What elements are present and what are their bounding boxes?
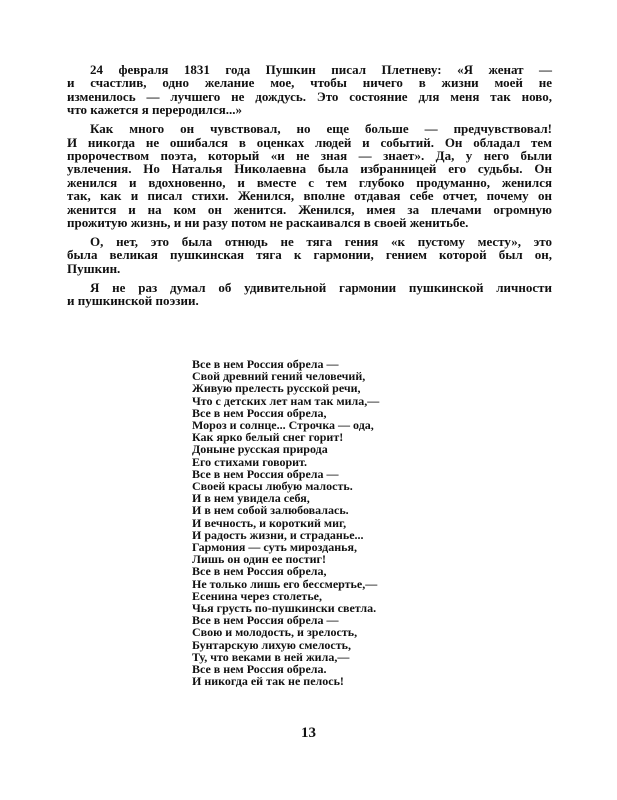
poem-line: Свой древний гений человечий, [192,369,366,384]
text-line: так, как и писал стихи. Женился, вполне отдавая себе отчет, почему он [67,188,552,204]
text-line: и счастлив, одно желание мое, чтобы ничего в жизни моей не [67,75,552,91]
prose-body [67,63,552,313]
poem-line: И радость жизни, и страданье... [192,527,364,542]
poem-line: Что с детских лет нам так мила,— [192,393,380,408]
poem-line: Свою и молодость, и зрелость, [192,625,358,640]
poem-line: Живую прелесть русской речи, [192,381,361,396]
poem-line: Все в нем Россия обрела, [192,564,327,579]
poem-line: Лишь он один ее постиг! [192,552,326,567]
poem-line: И в нем собой залюбовалась. [192,503,349,518]
poem-line: Все в нем Россия обрела. [192,662,327,677]
text-line: Я не раз думал об удивительной гармонии пушкинской личности [90,279,552,295]
paragraph [67,63,552,117]
poem-line: Как ярко белый снег горит! [192,430,344,445]
poem-line: Гармония — суть мирозданья, [192,540,358,555]
text-line: увлечения. Но Наталья Николаевна была избранницей его судьбы. Он [67,161,552,177]
poem-line: И никогда ей так не пелось! [192,674,344,689]
poem-line: Бунтарскую лихую смелость, [192,637,351,652]
poem-line: Мороз и солнце... Строчка — ода, [192,418,374,433]
text-line: пророчеством поэта, который «и не зная — знает». Да, у него были [67,147,552,163]
text-line: Пушкин. [67,260,121,276]
text-line: О, нет, это была отнюдь не тяга гения «к пустому месту», это [90,233,552,249]
text-line: И никогда не ошибался в оценках людей и событий. Он обладал тем [67,134,552,150]
poem-line: Все в нем Россия обрела, [192,405,327,420]
text-line: женится и на ком он женится. Женился, имея за плечами огромную [67,201,552,217]
text-line: была великая пушкинская тяга к гармонии, гением которой был он, [67,247,552,263]
poem-line: Ту, что веками в ней жила,— [192,649,350,664]
poem-line: Все в нем Россия обрела — [192,357,339,371]
poem-line: Есенина через столетье, [192,588,322,603]
text-line: прожитую жизнь, и ни разу потом не раскаивался в своей женитьбе. [67,214,469,230]
poem-line: Все в нем Россия обрела — [192,613,339,628]
paragraph [67,235,552,275]
poem-line: Не только лишь его бессмертье,— [192,576,378,591]
paragraph [67,122,552,229]
text-line: изменилось — лучшего не дождусь. Это состояние для меня так ново, [67,88,552,104]
text-line: и пушкинской поэзии. [67,293,199,308]
text-line: Как много он чувствовал, но еще больше — предчувствовал! [90,121,552,137]
poem-line: И вечность, и короткий миг, [192,515,347,530]
poem [192,358,379,687]
text-line: что кажется я переродился...» [67,102,243,118]
page-number: 13 [301,725,316,741]
poem-line: Его стихами говорит. [192,454,308,469]
paragraph [67,281,552,308]
poem-line: И в нем увидела себя, [192,491,310,506]
text-line: женился и вдохновенно, и вместе с тем глубоко продуманно, женился [67,174,552,190]
poem-line: Доныне русская природа [192,442,328,457]
poem-line: Своей красы любую малость. [192,479,353,494]
poem-line: Чья грусть по-пушкински светла. [192,601,377,616]
text-line: 24 февраля 1831 года Пушкин писал Плетневу: «Я женат — [90,62,552,77]
poem-line: Все в нем Россия обрела — [192,466,339,481]
